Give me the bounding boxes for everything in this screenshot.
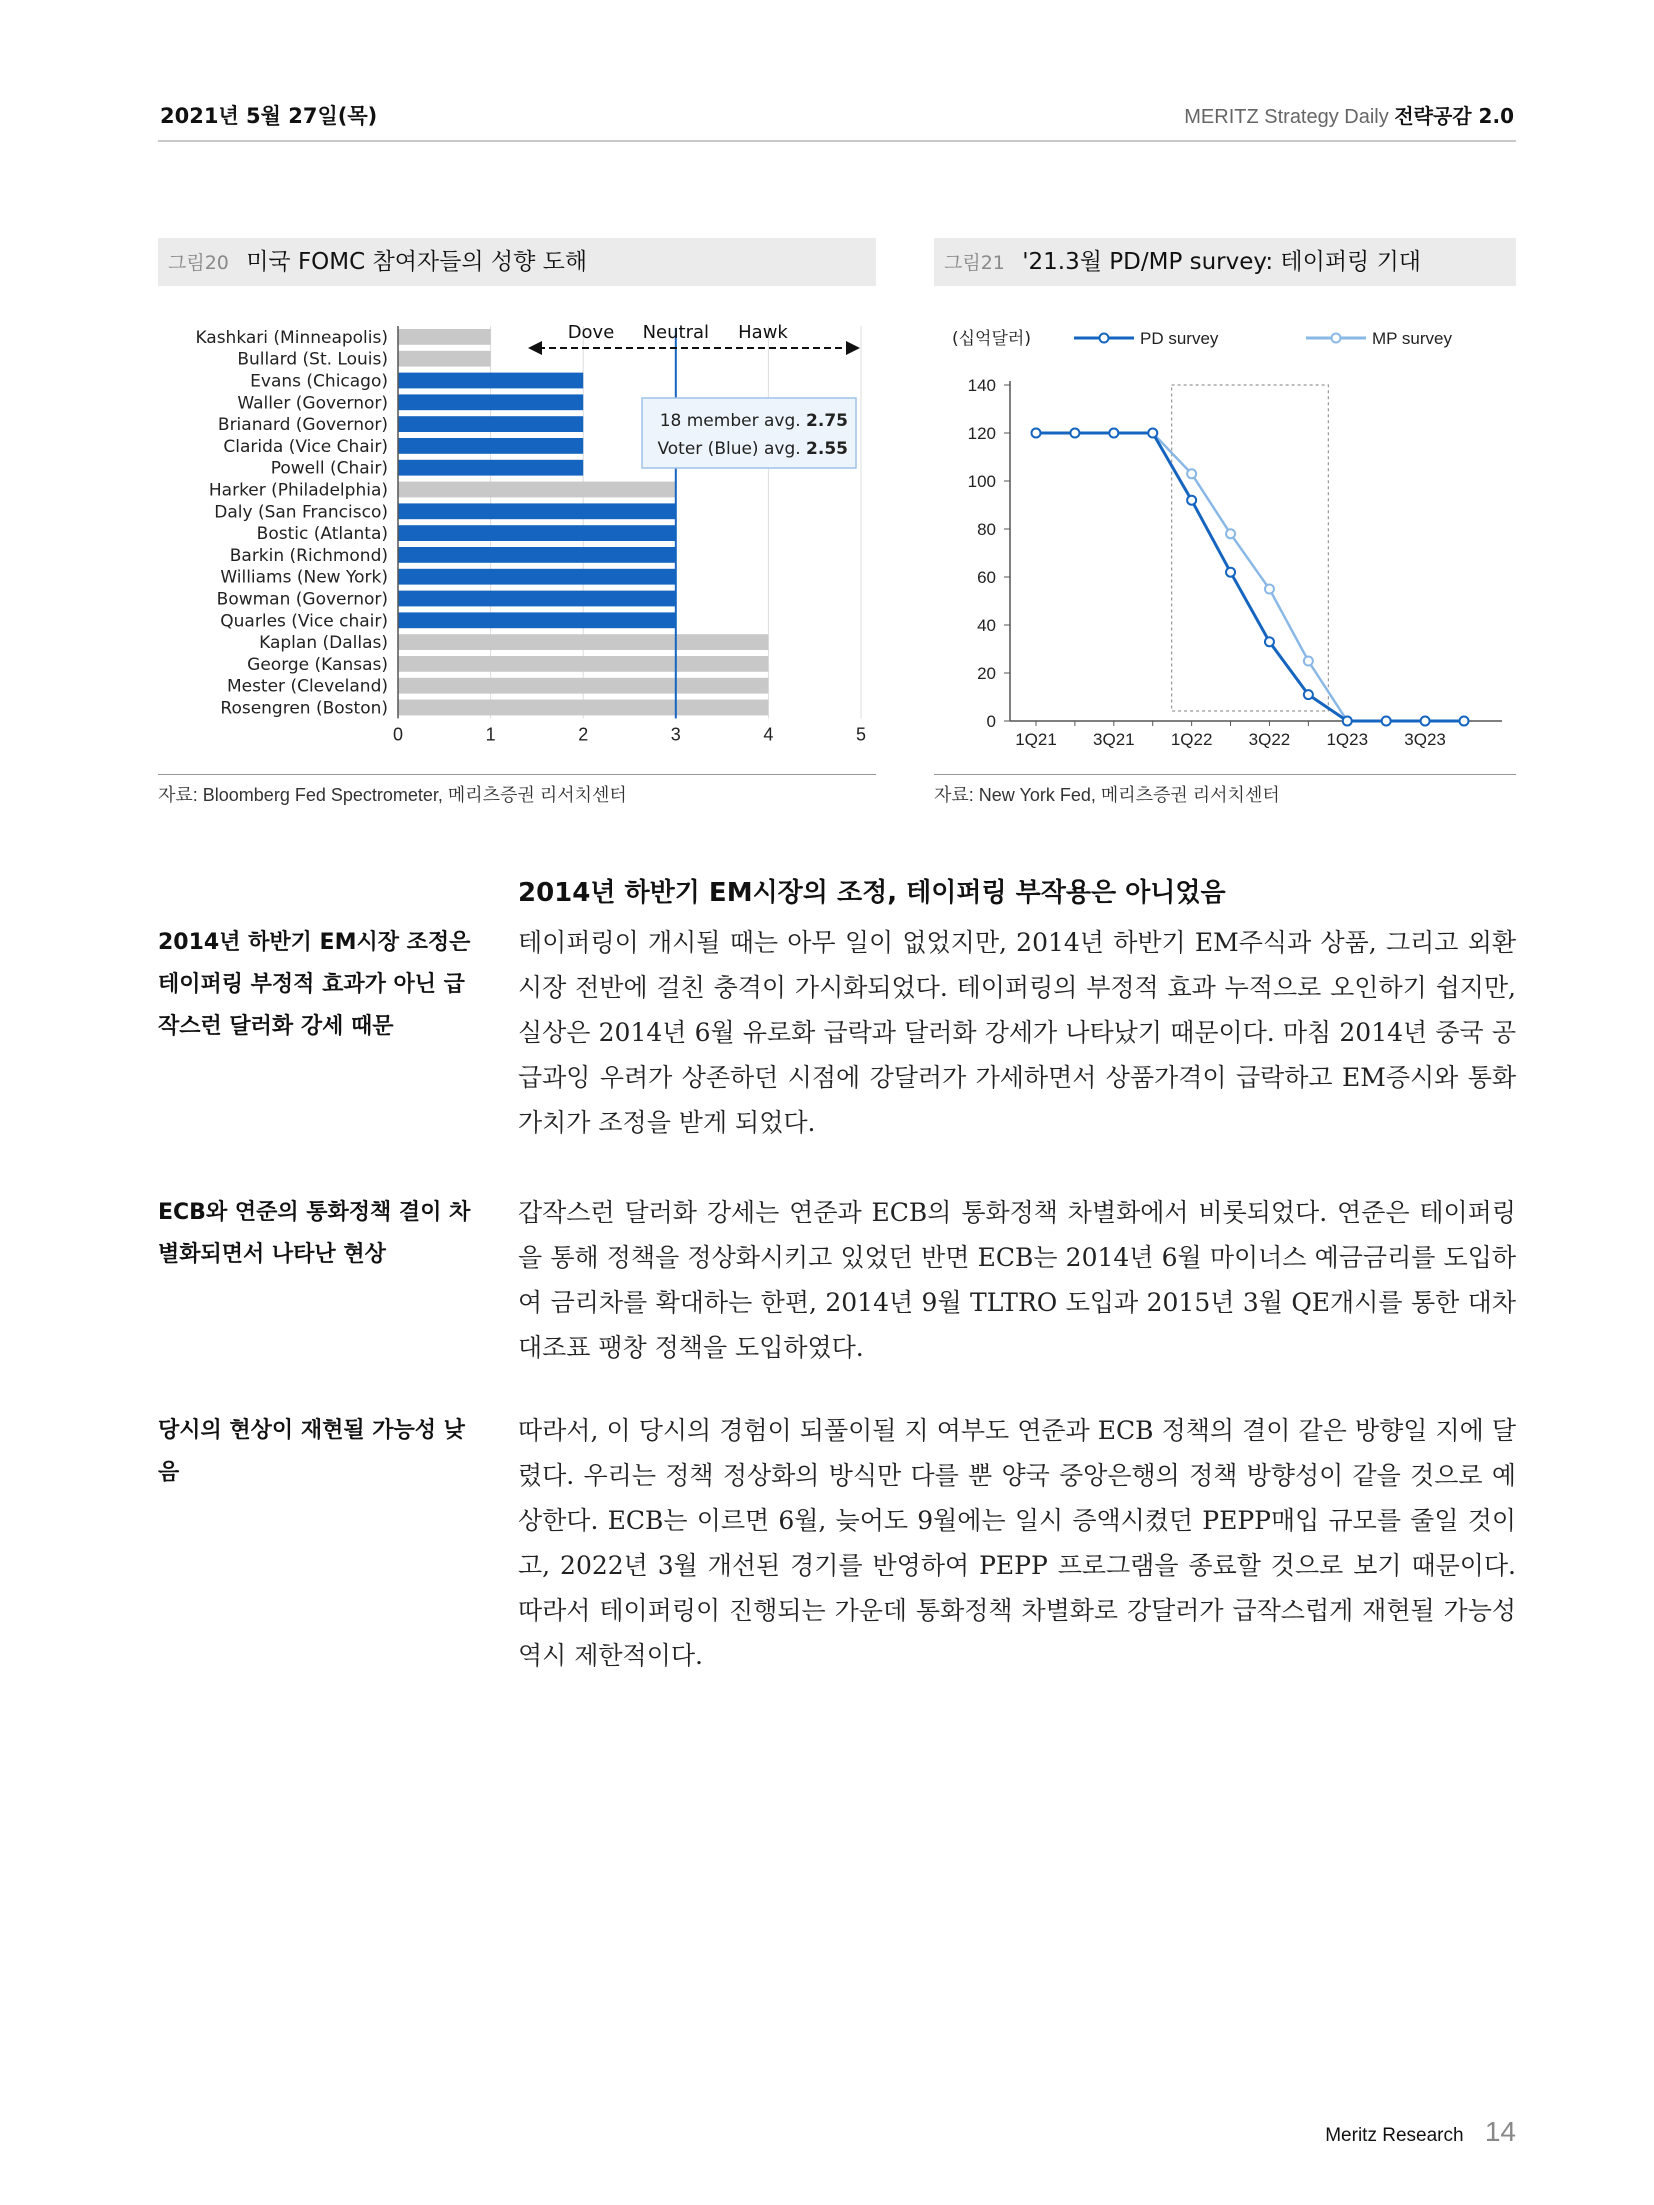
legend-marker (1332, 334, 1341, 343)
bar (398, 569, 676, 585)
bar (398, 416, 583, 432)
avg-annotation-text: Voter (Blue) avg. 2.55 (657, 439, 848, 459)
category-label: Bullard (St. Louis) (237, 349, 388, 370)
y-tick-label: 0 (986, 712, 996, 731)
bar (398, 438, 583, 454)
paragraph-2: 갑작스런 달러화 강세는 연준과 ECB의 통화정책 차별화에서 비롯되었다. 연준은 테이퍼링을 통해 정책을 정상화시키고 있었던 반면 ECB는 2014년 6월 마이너스 예금금리를 도입하여 금리차를 확대하는 한편, 2014년 9월 TLTRO 도입과 2015년 3월 QE개시를 통한 대차대조표 팽창 정책을 도입하였다. (518, 1198, 1516, 1362)
series-point (1148, 429, 1157, 438)
bar (398, 351, 491, 367)
series-point (1343, 717, 1352, 726)
bar (398, 700, 768, 716)
series-point (1265, 637, 1274, 646)
header-publication (1184, 100, 1514, 129)
series-point (1187, 496, 1196, 505)
category-label: Williams (New York) (220, 567, 388, 588)
fomc-bar-chart-svg (158, 300, 876, 764)
figure20-source: 자료: Bloomberg Fed Spectrometer, 메리츠증권 리서치센터 (158, 774, 876, 807)
bar (398, 656, 768, 672)
page-header (158, 100, 1516, 142)
survey-line-chart-svg (934, 300, 1516, 764)
y-tick-label: 40 (977, 616, 996, 635)
avg-annotation-value: 2.75 (806, 411, 848, 431)
series-point (1187, 469, 1196, 478)
y-tick-label: 80 (977, 520, 996, 539)
series-point (1304, 657, 1313, 666)
publication-series: 전략공감 2.0 (1394, 104, 1514, 128)
arrow-head-left (528, 341, 542, 355)
arrow-label: Hawk (738, 322, 788, 343)
series-point (1032, 429, 1041, 438)
category-label: Waller (Governor) (237, 393, 388, 414)
page-number: 14 (1484, 2116, 1516, 2147)
series-point (1226, 529, 1235, 538)
bar (398, 460, 583, 476)
x-tick-label: 3 (670, 724, 681, 745)
bar (398, 634, 768, 650)
legend-label: MP survey (1372, 329, 1452, 348)
series-line (1036, 433, 1464, 721)
bar (398, 503, 676, 519)
paragraph-1: 테이퍼링이 개시될 때는 아무 일이 없었지만, 2014년 하반기 EM주식과 상품, 그리고 외환시장 전반에 걸친 충격이 가시화되었다. 테이퍼링의 부정적 효과 누적으로 오인하기 쉽지만, 실상은 2014년 6월 유로화 급락과 달러화 강세가 나타났기 때문이다. 마침 2014년 중국 공급과잉 우려가 상존하던 시점에 강달러가 가세하면서 상품가격이 급락하고 EM증시와 통화가치가 조정을 받게 되었다. (518, 928, 1516, 1137)
avg-annotation-text: 18 member avg. 2.75 (659, 411, 848, 431)
category-label: Evans (Chicago) (250, 371, 388, 392)
figure20-header (158, 238, 876, 286)
figure21-title: '21.3월 PD/MP survey: 테이퍼링 기대 (1022, 249, 1422, 275)
figure21-header (934, 238, 1516, 286)
bar (398, 373, 583, 389)
bar (398, 525, 676, 541)
publication-name: MERITZ Strategy Daily (1184, 106, 1389, 128)
bar (398, 394, 583, 410)
x-tick-label: 3Q22 (1248, 730, 1291, 749)
x-tick-label: 3Q23 (1404, 730, 1446, 749)
avg-annotation-value: 2.55 (806, 439, 848, 459)
series-point (1304, 690, 1313, 699)
x-tick-label: 0 (392, 724, 404, 745)
category-label: Bowman (Governor) (216, 589, 388, 610)
bar (398, 482, 676, 498)
category-label: Kashkari (Minneapolis) (195, 327, 388, 348)
figure20-title: 미국 FOMC 참여자들의 성향 도해 (246, 249, 588, 275)
figure20-number: 그림20 (168, 252, 229, 274)
y-tick-label: 140 (967, 376, 996, 395)
legend-marker (1100, 334, 1109, 343)
arrow-label: Dove (567, 322, 615, 343)
side-note-2: ECB와 연준의 통화정책 결이 차별화되면서 나타난 현상 (158, 1200, 471, 1267)
figure21-number: 그림21 (944, 252, 1005, 274)
series-point (1109, 429, 1118, 438)
x-tick-label: 1Q23 (1326, 730, 1369, 749)
bar (398, 591, 676, 607)
series-point (1421, 717, 1430, 726)
series-line (1036, 433, 1464, 721)
x-tick-label: 2 (578, 724, 589, 745)
y-axis-unit: (십억달러) (952, 329, 1031, 349)
category-label: Mester (Cleveland) (226, 676, 388, 697)
bar (398, 612, 676, 628)
fomc-bar-chart (158, 300, 876, 764)
y-tick-label: 60 (977, 568, 996, 587)
bar (398, 547, 676, 563)
x-tick-label: 1Q21 (1015, 730, 1057, 749)
x-tick-label: 3Q21 (1093, 730, 1135, 749)
y-tick-label: 120 (967, 424, 996, 443)
series-point (1265, 585, 1274, 594)
figure21-source: 자료: New York Fed, 메리츠증권 리서치센터 (934, 774, 1516, 807)
bar (398, 678, 768, 694)
series-point (1226, 568, 1235, 577)
category-label: Kaplan (Dallas) (259, 633, 388, 654)
bar (398, 329, 491, 345)
category-label: Quarles (Vice chair) (220, 611, 388, 632)
page-footer (1325, 2116, 1516, 2148)
category-label: Rosengren (Boston) (220, 698, 388, 719)
footer-brand: Meritz Research (1325, 2125, 1464, 2146)
category-label: George (Kansas) (247, 654, 388, 675)
category-label: Daly (San Francisco) (214, 502, 388, 523)
section-title: 2014년 하반기 EM시장의 조정, 테이퍼링 부작용은 아니었음 (518, 878, 1226, 908)
x-tick-label: 1 (485, 724, 496, 745)
series-point (1070, 429, 1079, 438)
survey-line-chart (934, 300, 1516, 764)
side-note-3: 당시의 현상이 재현될 가능성 낮음 (158, 1418, 465, 1485)
x-tick-label: 1Q22 (1170, 730, 1213, 749)
header-date: 2021년 5월 27일(목) (160, 104, 378, 128)
side-note-1: 2014년 하반기 EM시장 조정은 테이퍼링 부정적 효과가 아닌 급작스런 달러화 강세 때문 (158, 930, 471, 1039)
category-label: Harker (Philadelphia) (208, 480, 388, 501)
category-label: Brianard (Governor) (217, 415, 388, 436)
series-point (1460, 717, 1469, 726)
y-tick-label: 100 (967, 472, 996, 491)
x-tick-label: 4 (763, 724, 774, 745)
legend-label: PD survey (1140, 329, 1219, 348)
category-label: Clarida (Vice Chair) (223, 436, 388, 457)
category-label: Barkin (Richmond) (229, 545, 388, 566)
y-tick-label: 20 (977, 664, 996, 683)
category-label: Bostic (Atlanta) (256, 524, 388, 545)
arrow-label: Neutral (642, 322, 710, 343)
paragraph-3: 따라서, 이 당시의 경험이 되풀이될 지 여부도 연준과 ECB 정책의 결이 같은 방향일 지에 달렸다. 우리는 정책 정상화의 방식만 다를 뿐 양국 중앙은행의 정책 방향성이 같을 것으로 예상한다. ECB는 이르면 6월, 늦어도 9월에는 일시 증액시켰던 PEPP매입 규모를 줄일 것이고, 2022년 3월 개선된 경기를 반영하여 PEPP 프로그램을 종료할 것으로 보기 때문이다. 따라서 테이퍼링이 진행되는 가운데 통화정책 차별화로 강달러가 급작스럽게 재현될 가능성 역시 제한적이다. (518, 1416, 1516, 1670)
category-label: Powell (Chair) (270, 458, 388, 479)
series-point (1382, 717, 1391, 726)
arrow-head-right (846, 341, 860, 355)
x-tick-label: 5 (855, 724, 867, 745)
